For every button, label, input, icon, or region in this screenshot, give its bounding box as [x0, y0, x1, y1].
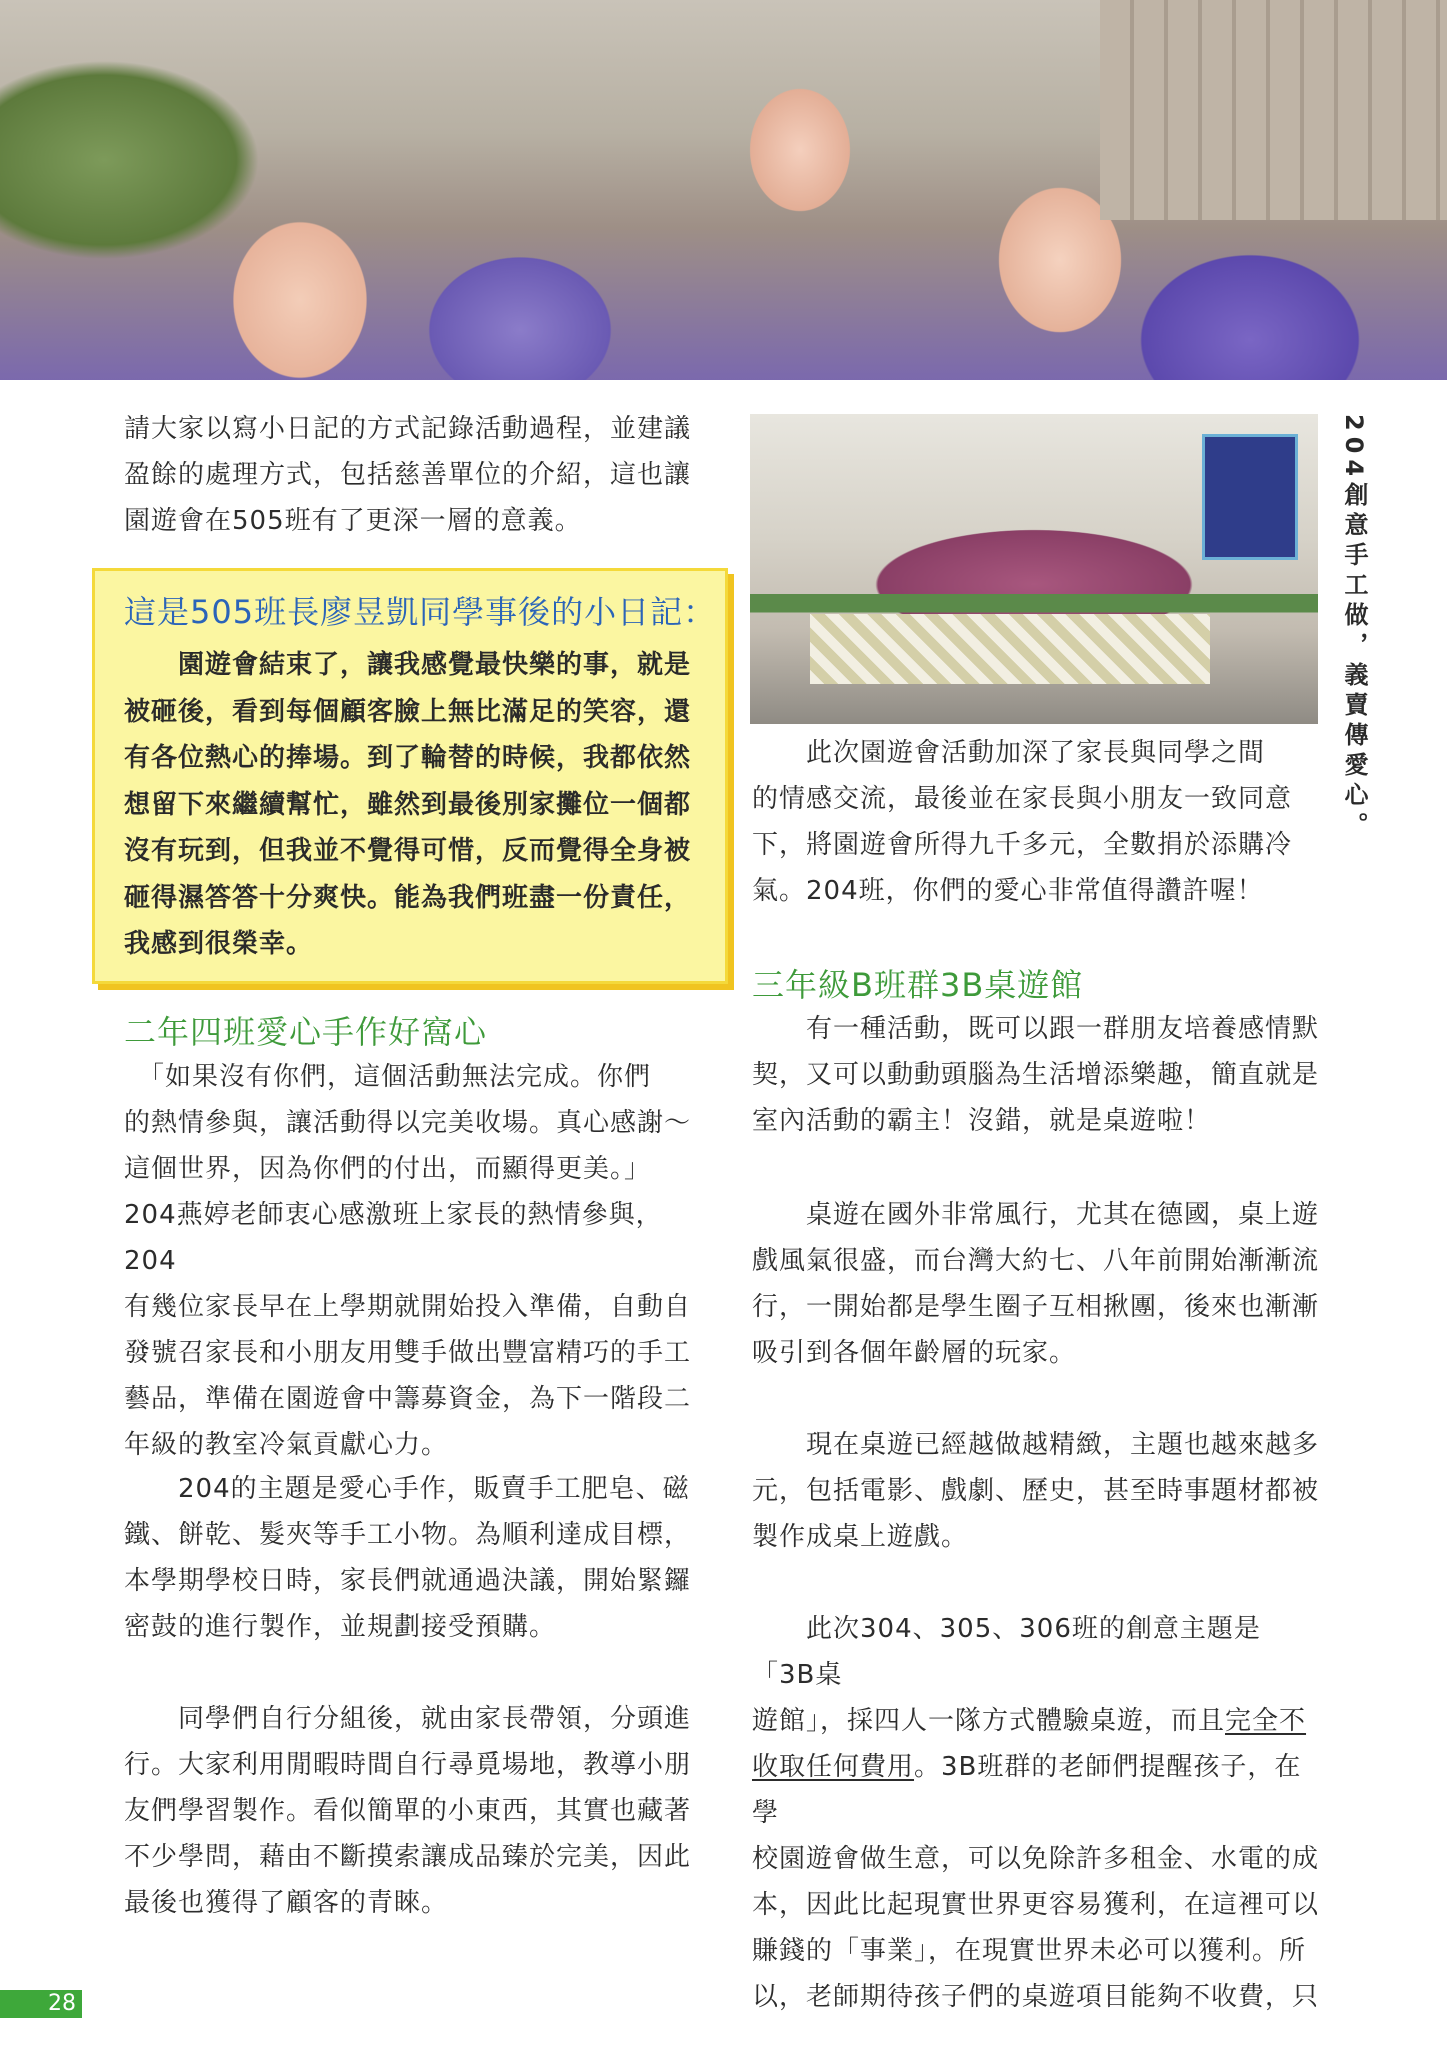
paragraph-3b-creative-rest: 。3B班群的老師們提醒孩子，在學 校園遊會做生意，可以免除許多租金、水電的成 本，因此比起現實世界更容易獲利，在這裡可以 賺錢的「事業」，在現實世界未必可以獲利。所 以，老師期待孩子們的桌遊項目能夠不收費，只: [752, 1752, 1320, 2012]
section-heading-3b: 三年級B班群3B桌遊館: [752, 966, 1084, 1004]
display-table: [810, 614, 1210, 684]
poster-board: [1202, 434, 1298, 560]
trees-background: [0, 60, 260, 260]
paragraph-204-groups: 同學們自行分組後，就由家長帶領，分頭進 行。大家利用閒暇時間自行尋覓場地，教導小朋 友們學習製作。看似簡單的小東西，其實也藏著 不少學問，藉由不斷摸索讓成品臻於完美，因此 最後也獲得了顧客的青睞。: [124, 1704, 692, 1918]
free-of-charge-emphasis: 完全不 收取任何費用: [752, 1706, 1307, 1782]
paragraph-204-quote: 「如果沒有你們，這個活動無法完成。你們 的熱情參與，讓活動得以完美收場。真心感謝～ 這個世界，因為你們的付出，而顯得更美。」 204燕婷老師衷心感激班上家長的熱情參與，204 有幾位家長早在上學期就開始投入準備，自動自 發號召家長和小朋友用雙手做出豐富精巧的手工 藝品，準備在園遊會中籌募資金，為下一階段二 年級的教室冷氣貢獻心力。: [124, 1062, 692, 1460]
paragraph-3b-creative-start: 此次304、305、306班的創意主題是「3B桌 遊館」，採四人一隊方式體驗桌遊，而且: [752, 1614, 1261, 1736]
building-background: [1100, 0, 1447, 220]
paragraph-3b-popularity: 桌遊在國外非常風行，尤其在德國，桌上遊 戲風氣很盛，而台灣大約七、八年前開始漸漸流 行，一開始都是學生圈子互相揪團，後來也漸漸 吸引到各個年齡層的玩家。: [752, 1200, 1320, 1368]
paragraph-3b-themes: 現在桌遊已經越做越精緻，主題也越來越多 元，包括電影、戲劇、歷史，甚至時事題材都被 製作成桌上遊戲。: [752, 1430, 1320, 1552]
paragraph-204-theme: 204的主題是愛心手作，販賣手工肥皂、磁 鐵、餅乾、髮夾等手工小物。為順利達成目標， 本學期學校日時，家長們就通過決議，開始緊鑼 密鼓的進行製作，並規劃接受預購。: [124, 1474, 692, 1642]
side-title: 204創意手工做，義賣傳愛心。: [1340, 414, 1368, 843]
section-heading-204: 二年四班愛心手作好窩心: [124, 1013, 488, 1051]
paragraph-3b-intro: 有一種活動，既可以跟一群朋友培養感情默 契，又可以動動頭腦為生活增添樂趣，簡直就是 室內活動的霸主！沒錯，就是桌遊啦！: [752, 1014, 1320, 1136]
paragraph-204-donation: 此次園遊會活動加深了家長與同學之間 的情感交流，最後並在家長與小朋友一致同意 下，將園遊會所得九千多元，全數捐於添購冷 氣。204班，你們的愛心非常值得讚許喔！: [752, 738, 1293, 906]
diary-body: 園遊會結束了，讓我感覺最快樂的事，就是 被砸後，看到每個顧客臉上無比滿足的笑容，還 有各位熱心的捧場。到了輪替的時候，我都依然 想留下來繼續幫忙，雖然到最後別家攤位一個都 沒有玩到，但我並不覺得可惜，反而覺得全身被 砸得濕答答十分爽快。能為我們班盡一份責任， 我感到很榮幸。: [124, 650, 692, 959]
page-number: 28: [0, 1990, 82, 2018]
paragraph-3b-creative: [752, 1606, 1322, 2020]
diary-title: 這是505班長廖昱凱同學事後的小日記：: [124, 593, 717, 631]
intro-paragraph: 請大家以寫小日記的方式記錄活動過程，並建議 盈餘的處理方式，包括慈善單位的介紹，這也讓 園遊會在505班有了更深一層的意義。: [124, 414, 692, 536]
top-photo-children: [0, 0, 1447, 380]
parents-group-photo: [750, 414, 1318, 724]
